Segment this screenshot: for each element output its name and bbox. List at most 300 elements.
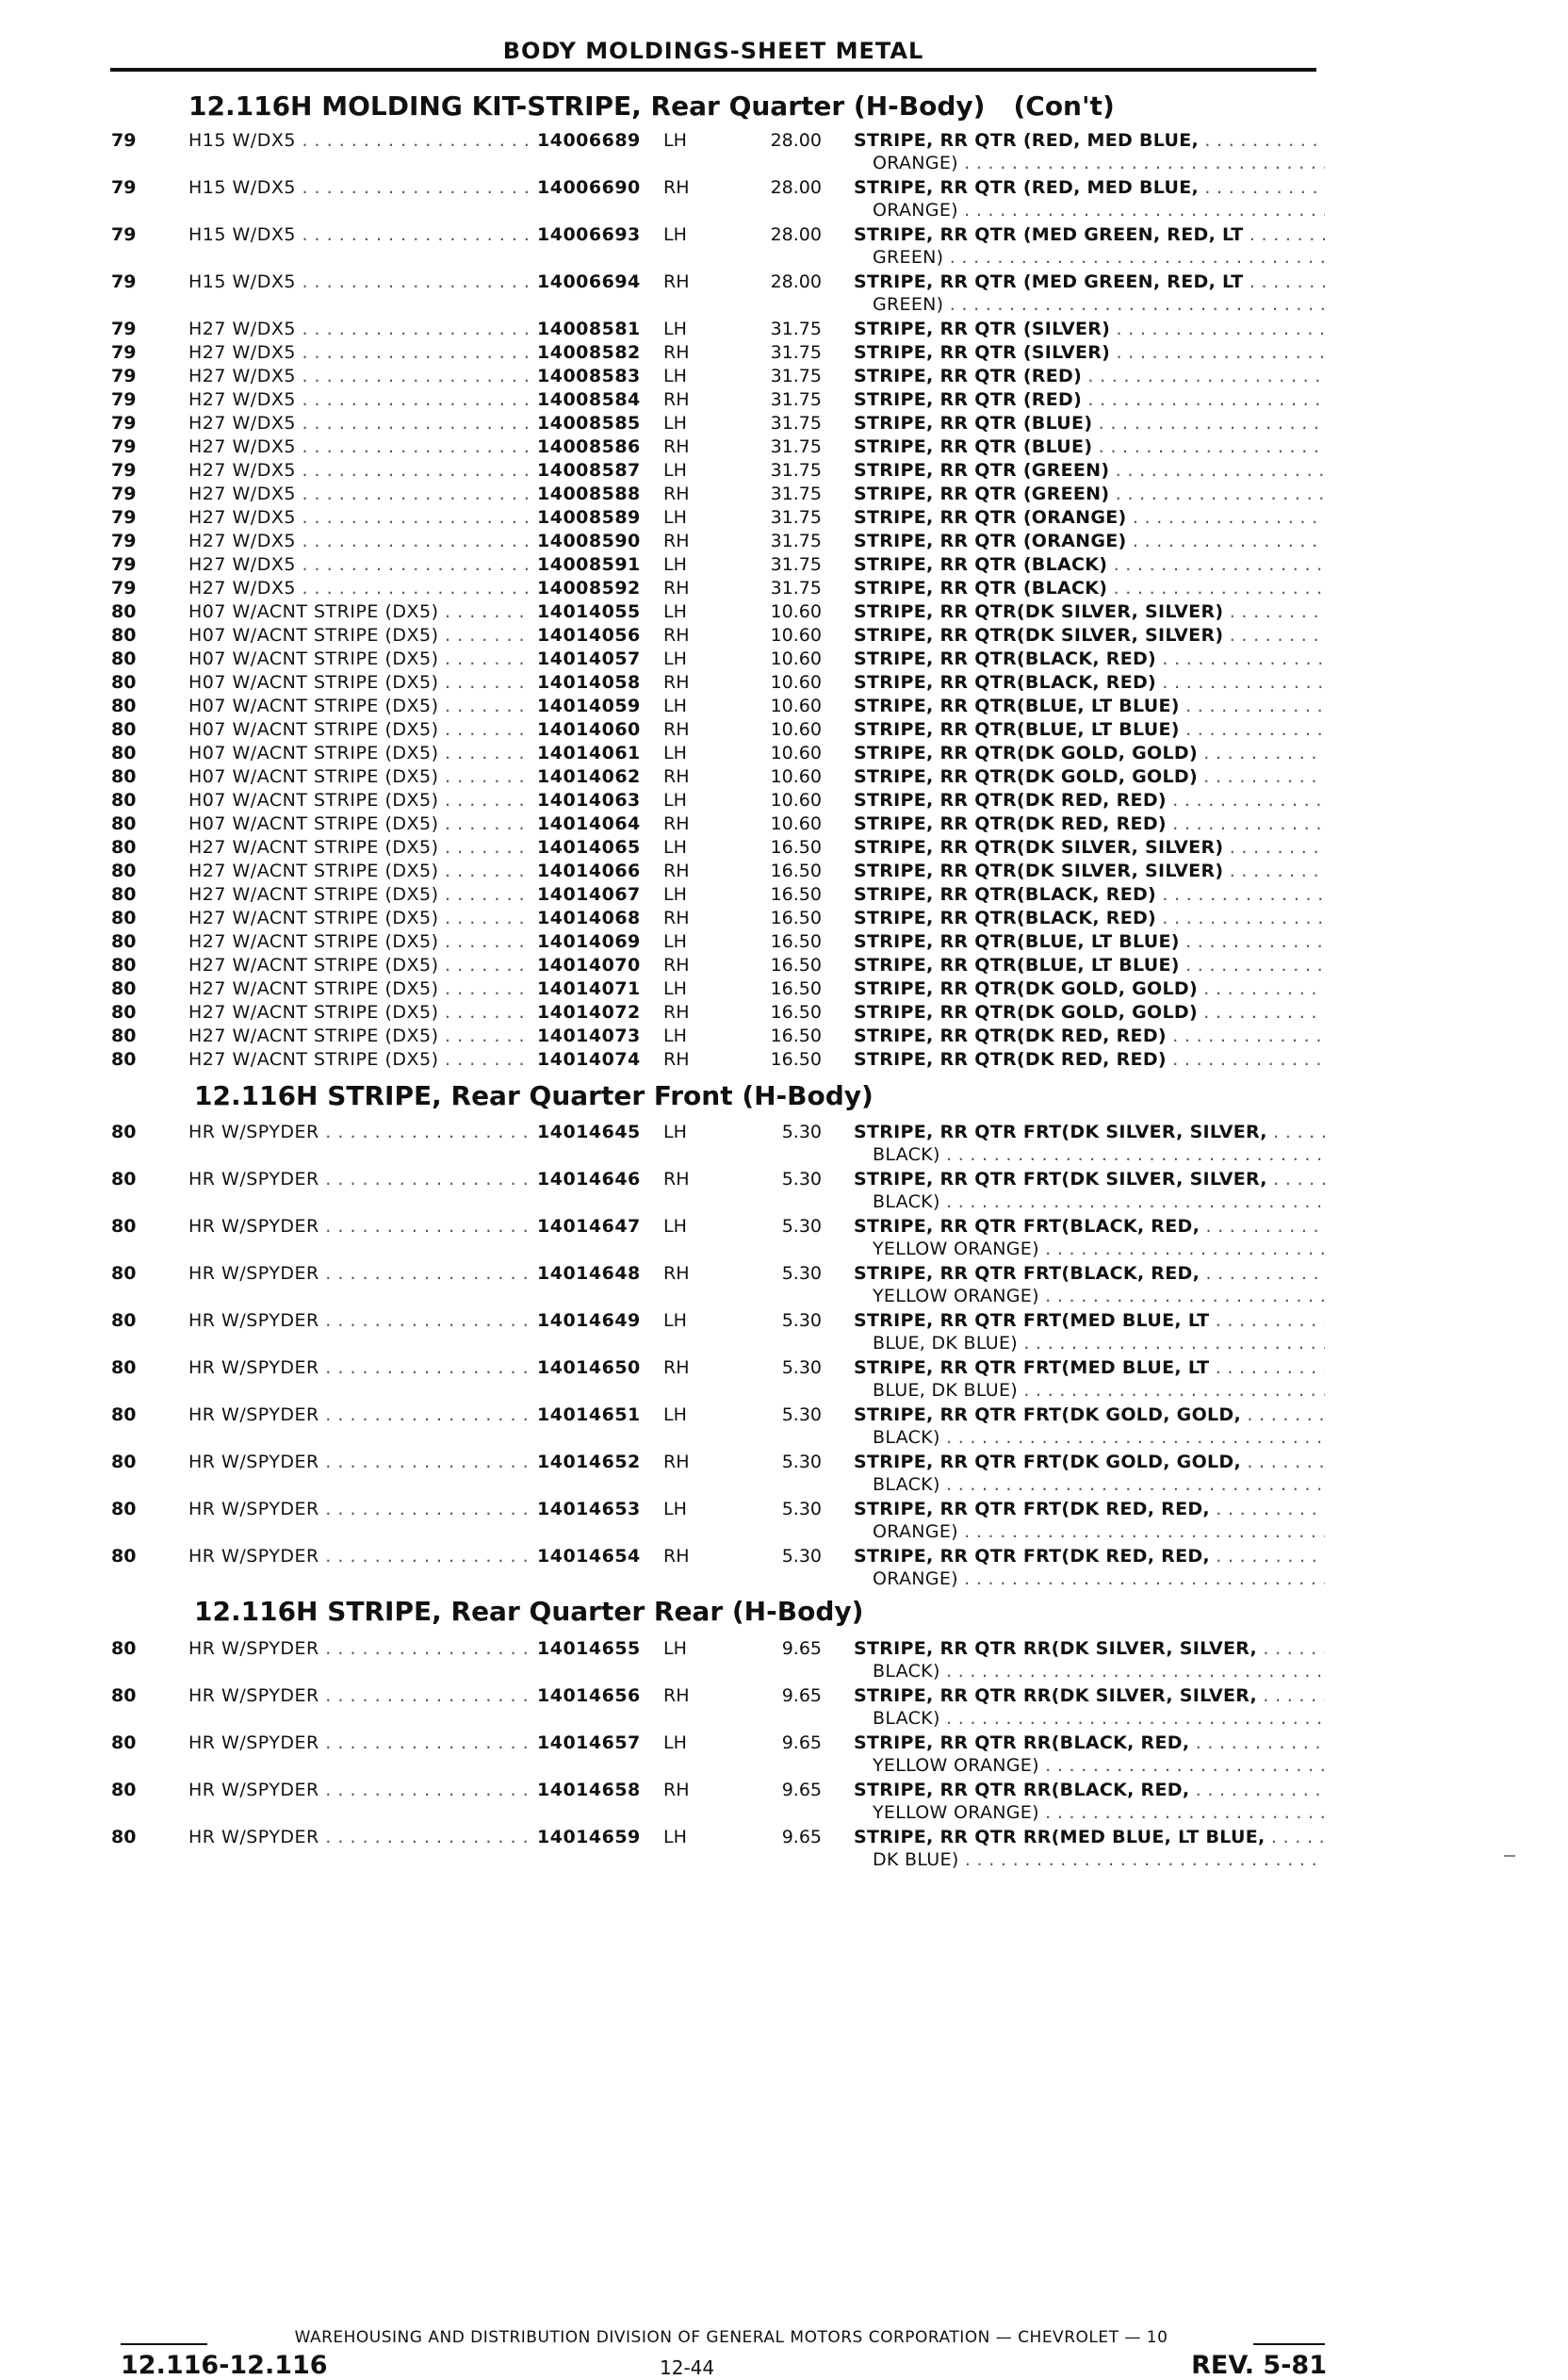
side-code: RH bbox=[663, 271, 690, 292]
model-year: 80 bbox=[111, 1122, 137, 1142]
price: 10.60 bbox=[770, 625, 822, 646]
part-description-text: STRIPE, RR QTR FRT(DK RED, RED, bbox=[854, 1499, 1210, 1519]
model-code: H15 W/DX5 . . . bbox=[188, 130, 528, 151]
footer-rule-left bbox=[121, 2343, 207, 2345]
model-code: H27 W/DX5 . . . bbox=[188, 578, 528, 599]
model-code: H15 W/DX5 . . . bbox=[188, 271, 528, 292]
side-code: LH bbox=[663, 648, 687, 669]
part-number: 14008582 bbox=[533, 342, 660, 363]
part-description bbox=[854, 1638, 1325, 1659]
part-description-text: STRIPE, RR QTR FRT(MED BLUE, LT bbox=[854, 1310, 1210, 1331]
part-description-text: STRIPE, RR QTR(DK GOLD, GOLD) bbox=[854, 766, 1198, 787]
part-description-text: STRIPE, RR QTR (MED GREEN, RED, LT bbox=[854, 271, 1244, 292]
model-year: 80 bbox=[111, 884, 137, 905]
part-description bbox=[854, 719, 1325, 740]
part-description-continued: ORANGE) . . . bbox=[873, 1568, 1325, 1589]
model-code: HR W/SPYDER . . . bbox=[188, 1216, 528, 1237]
part-description-text: STRIPE, RR QTR RR(BLACK, RED, bbox=[854, 1780, 1190, 1800]
part-description-text: STRIPE, RR QTR(DK GOLD, GOLD) bbox=[854, 978, 1198, 999]
side-code: RH bbox=[663, 955, 690, 976]
part-description-continued: ORANGE) . . . bbox=[873, 200, 1325, 221]
side-code: LH bbox=[663, 1638, 687, 1659]
side-code: LH bbox=[663, 601, 687, 622]
model-year: 79 bbox=[111, 319, 137, 339]
part-number: 14014645 bbox=[533, 1122, 660, 1142]
price: 31.75 bbox=[770, 319, 822, 339]
price: 5.30 bbox=[781, 1263, 822, 1284]
part-description bbox=[854, 696, 1325, 716]
part-description bbox=[854, 1122, 1325, 1142]
price: 10.60 bbox=[770, 719, 822, 740]
side-code: LH bbox=[663, 460, 687, 481]
part-description-text: STRIPE, RR QTR RR(MED BLUE, LT BLUE, bbox=[854, 1827, 1266, 1847]
model-year: 80 bbox=[111, 1357, 137, 1378]
price: 31.75 bbox=[770, 436, 822, 457]
price: 5.30 bbox=[781, 1310, 822, 1331]
model-year: 79 bbox=[111, 177, 137, 198]
part-description bbox=[854, 1049, 1325, 1070]
part-description bbox=[854, 1546, 1325, 1567]
part-description-text: STRIPE, RR QTR RR(DK SILVER, SILVER, bbox=[854, 1638, 1258, 1659]
part-description-text: STRIPE, RR QTR (ORANGE) bbox=[854, 507, 1127, 528]
part-description-continued: YELLOW ORANGE) . . . bbox=[873, 1802, 1325, 1823]
part-number: 14014647 bbox=[533, 1216, 660, 1237]
part-description bbox=[854, 484, 1325, 504]
price: 16.50 bbox=[770, 908, 822, 928]
price: 31.75 bbox=[770, 460, 822, 481]
model-year: 80 bbox=[111, 790, 137, 811]
model-year: 79 bbox=[111, 342, 137, 363]
part-description-text: STRIPE, RR QTR (BLACK) bbox=[854, 578, 1108, 599]
model-code: HR W/SPYDER . . . bbox=[188, 1169, 528, 1190]
side-code: RH bbox=[663, 625, 690, 646]
model-year: 80 bbox=[111, 955, 137, 976]
part-description-text: STRIPE, RR QTR FRT(BLACK, RED, bbox=[854, 1216, 1200, 1237]
side-code: RH bbox=[663, 436, 690, 457]
part-description-text: STRIPE, RR QTR (RED, MED BLUE, bbox=[854, 177, 1200, 198]
model-code: H07 W/ACNT STRIPE (DX5) . . . bbox=[188, 813, 528, 834]
model-year: 80 bbox=[111, 743, 137, 763]
price: 16.50 bbox=[770, 978, 822, 999]
part-description bbox=[854, 436, 1325, 457]
part-number: 14008591 bbox=[533, 554, 660, 575]
model-year: 79 bbox=[111, 531, 137, 551]
model-year: 80 bbox=[111, 837, 137, 858]
part-description-text: STRIPE, RR QTR (MED GREEN, RED, LT bbox=[854, 224, 1244, 245]
part-description-continued: BLACK) . . . bbox=[873, 1191, 1325, 1212]
price: 10.60 bbox=[770, 672, 822, 693]
side-code: LH bbox=[663, 1499, 687, 1519]
model-code: HR W/SPYDER . . . bbox=[188, 1638, 528, 1659]
part-description bbox=[854, 625, 1325, 646]
model-code: H27 W/ACNT STRIPE (DX5) . . . bbox=[188, 978, 528, 999]
side-code: LH bbox=[663, 1827, 687, 1847]
part-description bbox=[854, 554, 1325, 575]
model-code: H07 W/ACNT STRIPE (DX5) . . . bbox=[188, 766, 528, 787]
model-code: H07 W/ACNT STRIPE (DX5) . . . bbox=[188, 601, 528, 622]
part-description bbox=[854, 766, 1325, 787]
model-code: H07 W/ACNT STRIPE (DX5) . . . bbox=[188, 790, 528, 811]
side-code: LH bbox=[663, 790, 687, 811]
part-description-text: STRIPE, RR QTR (BLACK) bbox=[854, 554, 1108, 575]
part-description bbox=[854, 955, 1325, 976]
side-code: RH bbox=[663, 908, 690, 928]
model-year: 80 bbox=[111, 1685, 137, 1706]
part-description-text: STRIPE, RR QTR(DK GOLD, GOLD) bbox=[854, 743, 1198, 763]
part-description bbox=[854, 601, 1325, 622]
scan-mark bbox=[1504, 1855, 1515, 1857]
model-year: 80 bbox=[111, 625, 137, 646]
part-number: 14014651 bbox=[533, 1404, 660, 1425]
model-year: 79 bbox=[111, 484, 137, 504]
price: 9.65 bbox=[781, 1732, 822, 1753]
part-description-text: STRIPE, RR QTR (BLUE) bbox=[854, 413, 1093, 434]
part-description bbox=[854, 1263, 1325, 1284]
model-code: H27 W/DX5 . . . bbox=[188, 413, 528, 434]
part-description-continued: ORANGE) . . . bbox=[873, 1521, 1325, 1542]
price: 31.75 bbox=[770, 342, 822, 363]
part-description bbox=[854, 1310, 1325, 1331]
side-code: RH bbox=[663, 1263, 690, 1284]
model-code: H27 W/ACNT STRIPE (DX5) . . . bbox=[188, 1002, 528, 1023]
model-year: 80 bbox=[111, 908, 137, 928]
part-description-text: STRIPE, RR QTR(BLACK, RED) bbox=[854, 648, 1157, 669]
price: 31.75 bbox=[770, 578, 822, 599]
part-description bbox=[854, 460, 1325, 481]
part-description bbox=[854, 366, 1325, 386]
side-code: LH bbox=[663, 696, 687, 716]
part-description-continued: YELLOW ORANGE) . . . bbox=[873, 1286, 1325, 1306]
price: 10.60 bbox=[770, 696, 822, 716]
model-code: H27 W/DX5 . . . bbox=[188, 342, 528, 363]
side-code: RH bbox=[663, 1002, 690, 1023]
price: 16.50 bbox=[770, 1026, 822, 1046]
part-description-continued: GREEN) . . . bbox=[873, 294, 1325, 315]
part-description-text: STRIPE, RR QTR(DK SILVER, SILVER) bbox=[854, 625, 1224, 646]
side-code: LH bbox=[663, 743, 687, 763]
part-description bbox=[854, 1002, 1325, 1023]
side-code: LH bbox=[663, 319, 687, 339]
model-year: 80 bbox=[111, 1216, 137, 1237]
part-description bbox=[854, 177, 1325, 198]
side-code: RH bbox=[663, 1452, 690, 1472]
price: 31.75 bbox=[770, 413, 822, 434]
part-description-continued: BLACK) . . . bbox=[873, 1144, 1325, 1165]
part-description bbox=[854, 1827, 1325, 1847]
model-code: HR W/SPYDER . . . bbox=[188, 1546, 528, 1567]
part-number: 14014657 bbox=[533, 1732, 660, 1753]
part-number: 14008588 bbox=[533, 484, 660, 504]
price: 5.30 bbox=[781, 1216, 822, 1237]
part-description bbox=[854, 1169, 1325, 1190]
model-year: 79 bbox=[111, 366, 137, 386]
model-code: H27 W/DX5 . . . bbox=[188, 319, 528, 339]
model-code: H27 W/DX5 . . . bbox=[188, 460, 528, 481]
part-number: 14014649 bbox=[533, 1310, 660, 1331]
part-number: 14014654 bbox=[533, 1546, 660, 1567]
model-code: H15 W/DX5 . . . bbox=[188, 177, 528, 198]
part-description-text: STRIPE, RR QTR(BLUE, LT BLUE) bbox=[854, 931, 1180, 952]
price: 5.30 bbox=[781, 1122, 822, 1142]
model-code: HR W/SPYDER . . . bbox=[188, 1122, 528, 1142]
model-year: 80 bbox=[111, 1732, 137, 1753]
page-header bbox=[110, 38, 1316, 72]
part-number: 14014656 bbox=[533, 1685, 660, 1706]
side-code: LH bbox=[663, 1310, 687, 1331]
model-year: 80 bbox=[111, 978, 137, 999]
price: 9.65 bbox=[781, 1827, 822, 1847]
price: 16.50 bbox=[770, 1002, 822, 1023]
section-title-text: 12.116H STRIPE, Rear Quarter Front (H-Body) bbox=[194, 1080, 874, 1111]
model-code: HR W/SPYDER . . . bbox=[188, 1310, 528, 1331]
model-year: 80 bbox=[111, 1310, 137, 1331]
price: 5.30 bbox=[781, 1546, 822, 1567]
model-year: 79 bbox=[111, 460, 137, 481]
model-code: HR W/SPYDER . . . bbox=[188, 1263, 528, 1284]
part-description bbox=[854, 1499, 1325, 1519]
price: 5.30 bbox=[781, 1404, 822, 1425]
model-year: 80 bbox=[111, 1404, 137, 1425]
part-number: 14014650 bbox=[533, 1357, 660, 1378]
part-description-text: STRIPE, RR QTR(DK SILVER, SILVER) bbox=[854, 601, 1224, 622]
model-code: H27 W/DX5 . . . bbox=[188, 366, 528, 386]
side-code: RH bbox=[663, 861, 690, 881]
part-description-text: STRIPE, RR QTR (SILVER) bbox=[854, 342, 1111, 363]
side-code: LH bbox=[663, 1404, 687, 1425]
model-code: HR W/SPYDER . . . bbox=[188, 1499, 528, 1519]
part-description-text: STRIPE, RR QTR (RED) bbox=[854, 389, 1083, 410]
part-description-text: STRIPE, RR QTR(BLACK, RED) bbox=[854, 908, 1157, 928]
part-description bbox=[854, 389, 1325, 410]
price: 10.60 bbox=[770, 648, 822, 669]
price: 5.30 bbox=[781, 1357, 822, 1378]
part-number: 14014066 bbox=[533, 861, 660, 881]
model-year: 79 bbox=[111, 271, 137, 292]
part-number: 14014055 bbox=[533, 601, 660, 622]
model-code: H27 W/DX5 . . . bbox=[188, 484, 528, 504]
part-number: 14014065 bbox=[533, 837, 660, 858]
part-description-text: STRIPE, RR QTR(DK SILVER, SILVER) bbox=[854, 837, 1224, 858]
part-description-continued: BLUE, DK BLUE) . . . bbox=[873, 1380, 1325, 1401]
model-year: 80 bbox=[111, 696, 137, 716]
price: 16.50 bbox=[770, 861, 822, 881]
part-number: 14014062 bbox=[533, 766, 660, 787]
part-number: 14006689 bbox=[533, 130, 660, 151]
part-description-continued: YELLOW ORANGE) . . . bbox=[873, 1239, 1325, 1259]
part-number: 14006694 bbox=[533, 271, 660, 292]
model-code: H27 W/DX5 . . . bbox=[188, 436, 528, 457]
model-year: 80 bbox=[111, 1827, 137, 1847]
part-description-text: STRIPE, RR QTR (GREEN) bbox=[854, 484, 1110, 504]
part-description bbox=[854, 931, 1325, 952]
part-description bbox=[854, 1216, 1325, 1237]
price: 9.65 bbox=[781, 1780, 822, 1800]
part-number: 14014057 bbox=[533, 648, 660, 669]
part-description-text: STRIPE, RR QTR FRT(DK SILVER, SILVER, bbox=[854, 1169, 1267, 1190]
model-year: 80 bbox=[111, 672, 137, 693]
part-description-text: STRIPE, RR QTR (ORANGE) bbox=[854, 531, 1127, 551]
part-description-text: STRIPE, RR QTR FRT(DK RED, RED, bbox=[854, 1546, 1210, 1567]
side-code: RH bbox=[663, 766, 690, 787]
part-description-continued: YELLOW ORANGE) . . . bbox=[873, 1755, 1325, 1776]
model-year: 79 bbox=[111, 578, 137, 599]
part-description-continued: BLACK) . . . bbox=[873, 1708, 1325, 1729]
part-number: 14008589 bbox=[533, 507, 660, 528]
section-title-text: 12.116H STRIPE, Rear Quarter Rear (H-Body) bbox=[194, 1596, 864, 1627]
part-description bbox=[854, 837, 1325, 858]
part-number: 14014074 bbox=[533, 1049, 660, 1070]
part-description-text: STRIPE, RR QTR(BLACK, RED) bbox=[854, 672, 1157, 693]
price: 28.00 bbox=[770, 271, 822, 292]
part-number: 14006690 bbox=[533, 177, 660, 198]
model-code: HR W/SPYDER . . . bbox=[188, 1732, 528, 1753]
part-description-text: STRIPE, RR QTR(BLUE, LT BLUE) bbox=[854, 719, 1180, 740]
model-year: 80 bbox=[111, 648, 137, 669]
part-number: 14014069 bbox=[533, 931, 660, 952]
price: 31.75 bbox=[770, 389, 822, 410]
part-description-text: STRIPE, RR QTR FRT(BLACK, RED, bbox=[854, 1263, 1200, 1284]
side-code: RH bbox=[663, 342, 690, 363]
price: 9.65 bbox=[781, 1685, 822, 1706]
side-code: LH bbox=[663, 931, 687, 952]
part-description bbox=[854, 884, 1325, 905]
part-description bbox=[854, 507, 1325, 528]
part-description bbox=[854, 648, 1325, 669]
model-year: 79 bbox=[111, 413, 137, 434]
price: 10.60 bbox=[770, 813, 822, 834]
part-description-text: STRIPE, RR QTR(DK RED, RED) bbox=[854, 813, 1167, 834]
footer-rule-right bbox=[1253, 2343, 1325, 2345]
side-code: LH bbox=[663, 1026, 687, 1046]
part-number: 14014659 bbox=[533, 1827, 660, 1847]
model-year: 80 bbox=[111, 1026, 137, 1046]
part-description bbox=[854, 1452, 1325, 1472]
model-code: H27 W/ACNT STRIPE (DX5) . . . bbox=[188, 884, 528, 905]
part-description bbox=[854, 342, 1325, 363]
side-code: RH bbox=[663, 672, 690, 693]
part-description bbox=[854, 861, 1325, 881]
price: 9.65 bbox=[781, 1638, 822, 1659]
side-code: LH bbox=[663, 507, 687, 528]
part-description bbox=[854, 413, 1325, 434]
price: 5.30 bbox=[781, 1452, 822, 1472]
price: 5.30 bbox=[781, 1169, 822, 1190]
model-year: 80 bbox=[111, 1049, 137, 1070]
side-code: LH bbox=[663, 413, 687, 434]
part-description-continued: BLUE, DK BLUE) . . . bbox=[873, 1333, 1325, 1354]
part-description-text: STRIPE, RR QTR (GREEN) bbox=[854, 460, 1110, 481]
model-year: 79 bbox=[111, 554, 137, 575]
part-description bbox=[854, 1404, 1325, 1425]
side-code: RH bbox=[663, 177, 690, 198]
model-code: HR W/SPYDER . . . bbox=[188, 1780, 528, 1800]
model-year: 80 bbox=[111, 1169, 137, 1190]
model-year: 80 bbox=[111, 766, 137, 787]
model-code: HR W/SPYDER . . . bbox=[188, 1827, 528, 1847]
price: 5.30 bbox=[781, 1499, 822, 1519]
part-number: 14008587 bbox=[533, 460, 660, 481]
price: 16.50 bbox=[770, 884, 822, 905]
price: 16.50 bbox=[770, 1049, 822, 1070]
model-year: 79 bbox=[111, 224, 137, 245]
part-description-text: STRIPE, RR QTR(BLUE, LT BLUE) bbox=[854, 955, 1180, 976]
part-number: 14014070 bbox=[533, 955, 660, 976]
model-year: 80 bbox=[111, 1780, 137, 1800]
part-number: 14014646 bbox=[533, 1169, 660, 1190]
part-description bbox=[854, 672, 1325, 693]
footer-division: WAREHOUSING AND DISTRIBUTION DIVISION OF GENERAL MOTORS CORPORATION — CHEVROLET — 10 bbox=[294, 2328, 1168, 2347]
footer-revision: REV. 5-81 bbox=[1191, 2351, 1327, 2380]
side-code: LH bbox=[663, 554, 687, 575]
part-number: 14014072 bbox=[533, 1002, 660, 1023]
part-description bbox=[854, 813, 1325, 834]
part-description-text: STRIPE, RR QTR(DK RED, RED) bbox=[854, 1049, 1167, 1070]
part-description-continued: DK BLUE) . . . bbox=[873, 1849, 1325, 1870]
part-description-text: STRIPE, RR QTR (SILVER) bbox=[854, 319, 1111, 339]
part-description-text: STRIPE, RR QTR FRT(MED BLUE, LT bbox=[854, 1357, 1210, 1378]
model-code: H07 W/ACNT STRIPE (DX5) . . . bbox=[188, 648, 528, 669]
side-code: RH bbox=[663, 1049, 690, 1070]
part-number: 14014658 bbox=[533, 1780, 660, 1800]
model-year: 80 bbox=[111, 1499, 137, 1519]
part-number: 14014059 bbox=[533, 696, 660, 716]
model-code: H27 W/ACNT STRIPE (DX5) . . . bbox=[188, 861, 528, 881]
model-code: H27 W/ACNT STRIPE (DX5) . . . bbox=[188, 1026, 528, 1046]
part-description-continued: BLACK) . . . bbox=[873, 1474, 1325, 1495]
side-code: RH bbox=[663, 1357, 690, 1378]
part-description bbox=[854, 224, 1325, 245]
model-year: 80 bbox=[111, 1546, 137, 1567]
price: 10.60 bbox=[770, 743, 822, 763]
price: 31.75 bbox=[770, 507, 822, 528]
part-description bbox=[854, 271, 1325, 292]
model-year: 80 bbox=[111, 719, 137, 740]
price: 16.50 bbox=[770, 837, 822, 858]
part-description-text: STRIPE, RR QTR FRT(DK GOLD, GOLD, bbox=[854, 1452, 1242, 1472]
model-year: 80 bbox=[111, 931, 137, 952]
part-number: 14014067 bbox=[533, 884, 660, 905]
side-code: LH bbox=[663, 366, 687, 386]
part-description bbox=[854, 1026, 1325, 1046]
part-description bbox=[854, 790, 1325, 811]
model-year: 80 bbox=[111, 861, 137, 881]
part-description-text: STRIPE, RR QTR (RED, MED BLUE, bbox=[854, 130, 1200, 151]
part-description bbox=[854, 978, 1325, 999]
side-code: RH bbox=[663, 531, 690, 551]
side-code: RH bbox=[663, 1169, 690, 1190]
model-year: 79 bbox=[111, 130, 137, 151]
price: 28.00 bbox=[770, 224, 822, 245]
part-number: 14008581 bbox=[533, 319, 660, 339]
model-year: 79 bbox=[111, 507, 137, 528]
part-description-continued: ORANGE) . . . bbox=[873, 153, 1325, 173]
part-description-text: STRIPE, RR QTR(BLACK, RED) bbox=[854, 884, 1157, 905]
section-title bbox=[194, 1080, 874, 1111]
side-code: RH bbox=[663, 389, 690, 410]
part-description-text: STRIPE, RR QTR FRT(DK SILVER, SILVER, bbox=[854, 1122, 1267, 1142]
side-code: RH bbox=[663, 484, 690, 504]
footer-page-number: 12-44 bbox=[660, 2356, 715, 2379]
model-code: HR W/SPYDER . . . bbox=[188, 1685, 528, 1706]
model-code: H27 W/DX5 . . . bbox=[188, 507, 528, 528]
model-code: H27 W/ACNT STRIPE (DX5) . . . bbox=[188, 931, 528, 952]
part-description bbox=[854, 908, 1325, 928]
model-code: H27 W/DX5 . . . bbox=[188, 531, 528, 551]
part-number: 14006693 bbox=[533, 224, 660, 245]
part-number: 14014060 bbox=[533, 719, 660, 740]
side-code: RH bbox=[663, 578, 690, 599]
part-description-text: STRIPE, RR QTR (BLUE) bbox=[854, 436, 1093, 457]
